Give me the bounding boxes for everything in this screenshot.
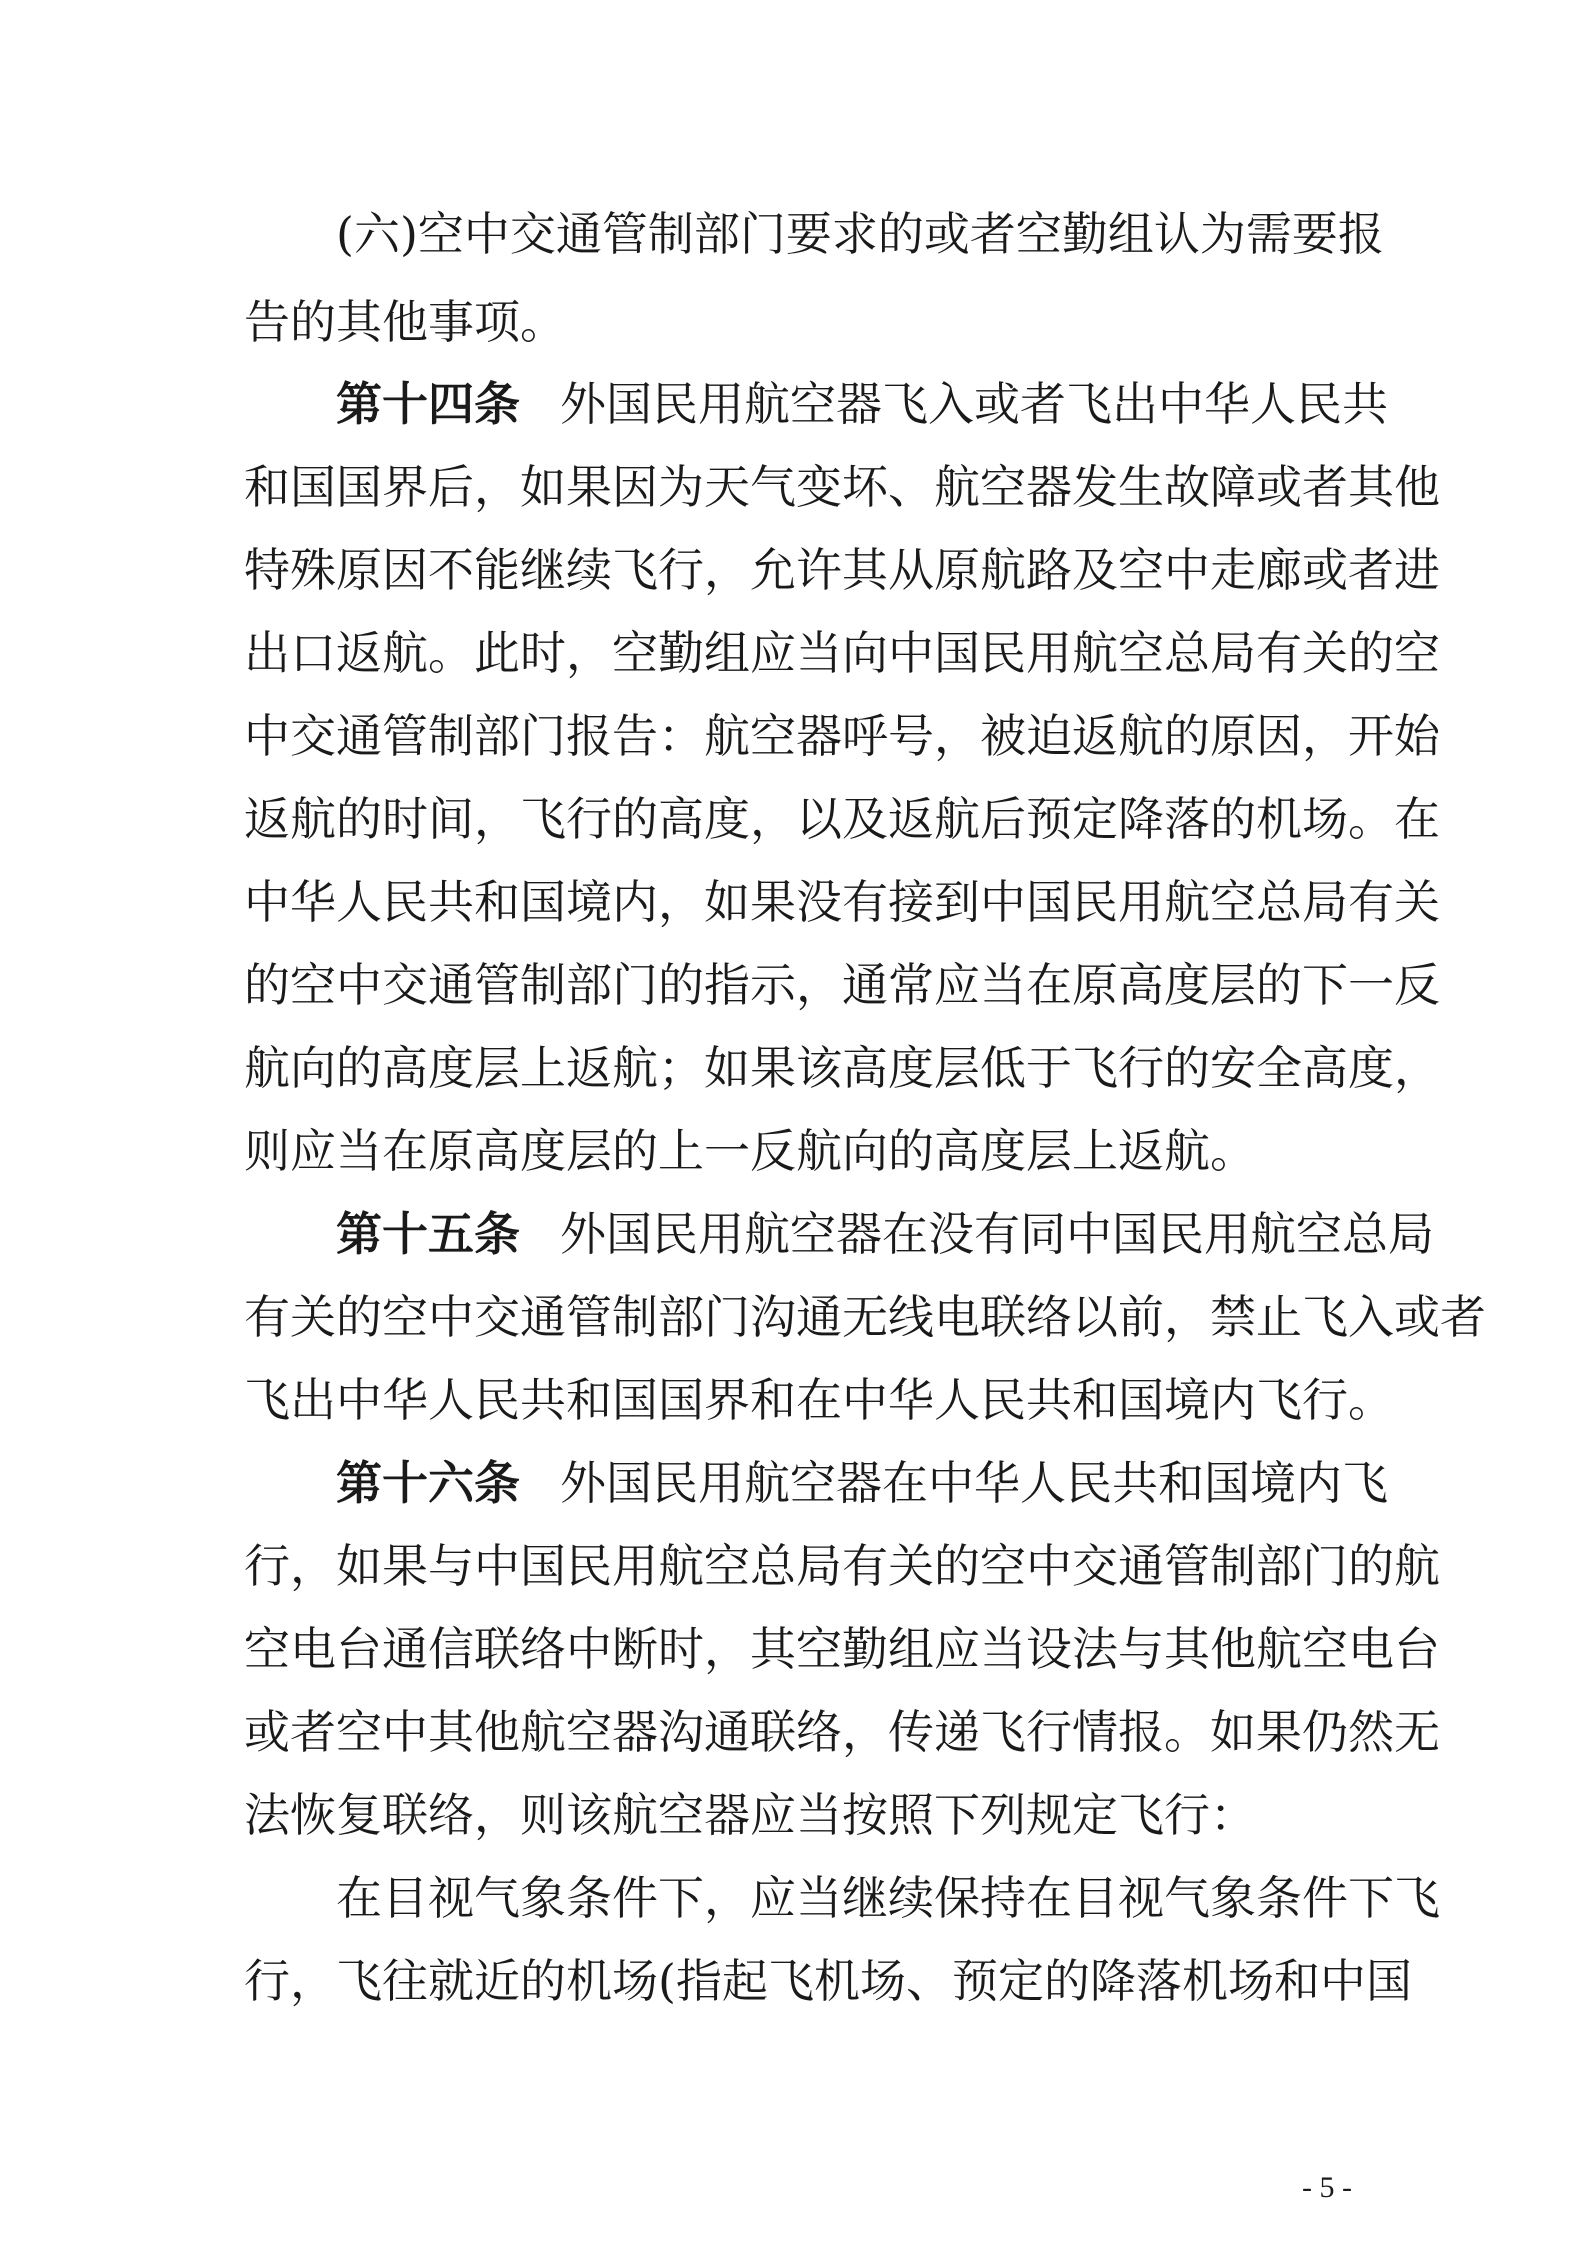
paragraph-line: 航向的高度层上返航；如果该高度层低于飞行的安全高度， [244,1041,1440,1095]
article-heading: 第十六条 [336,1456,520,1510]
paragraph-line: 空电台通信联络中断时，其空勤组应当设法与其他航空电台 [244,1622,1440,1676]
article-text: 外国民用航空器飞入或者飞出中华人民共 [560,377,1388,431]
article-heading: 第十五条 [336,1207,520,1261]
paragraph-line: 飞出中华人民共和国国界和在中华人民共和国境内飞行。 [244,1373,1394,1427]
paragraph-line [336,1451,1388,1515]
paragraph-line [336,1202,1434,1266]
paragraph-line: 中交通管制部门报告：航空器呼号，被迫返航的原因，开始 [244,709,1440,763]
page-number: - 5 - [1302,2171,1352,2204]
paragraph-line: 返航的时间，飞行的高度，以及返航后预定降落的机场。在 [244,792,1440,846]
article-heading: 第十四条 [336,377,520,431]
paragraph-line: 在目视气象条件下，应当继续保持在目视气象条件下飞 [336,1871,1440,1925]
paragraph-line: 的空中交通管制部门的指示，通常应当在原高度层的下一反 [244,958,1440,1012]
article-text: 外国民用航空器在中华人民共和国境内飞 [560,1456,1388,1510]
paragraph-line: (六)空中交通管制部门要求的或者空勤组认为需要报 [336,207,1384,261]
paragraph-line: 特殊原因不能继续飞行，允许其从原航路及空中走廊或者进 [244,543,1440,597]
paragraph-line: 或者空中其他航空器沟通联络，传递飞行情报。如果仍然无 [244,1705,1440,1759]
paragraph-line [336,372,1388,436]
paragraph-line: 有关的空中交通管制部门沟通无线电联络以前，禁止飞入或者 [244,1290,1486,1344]
article-text: 外国民用航空器在没有同中国民用航空总局 [560,1207,1434,1261]
paragraph-line: 中华人民共和国境内，如果没有接到中国民用航空总局有关 [244,875,1440,929]
paragraph-line: 则应当在原高度层的上一反航向的高度层上返航。 [244,1124,1256,1178]
paragraph-line: 行，如果与中国民用航空总局有关的空中交通管制部门的航 [244,1539,1440,1593]
paragraph-line: 告的其他事项。 [244,295,566,349]
paragraph-line: 出口返航。此时，空勤组应当向中国民用航空总局有关的空 [244,626,1440,680]
paragraph-line: 和国国界后，如果因为天气变坏、航空器发生故障或者其他 [244,460,1440,514]
paragraph-line: 法恢复联络，则该航空器应当按照下列规定飞行： [244,1788,1256,1842]
paragraph-line: 行，飞往就近的机场(指起飞机场、预定的降落机场和中国 [244,1954,1412,2008]
